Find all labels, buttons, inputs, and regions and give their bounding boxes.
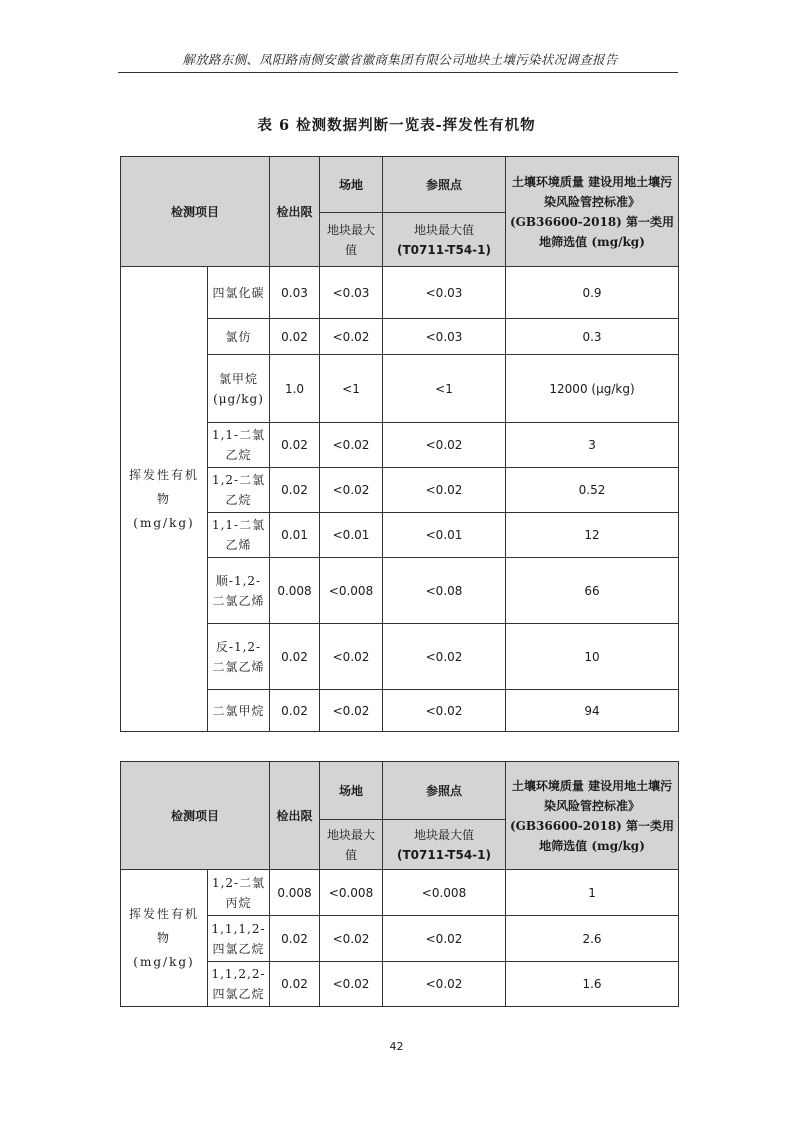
- table-row-limit: 0.02: [270, 690, 320, 732]
- table-row-ref: <0.02: [383, 624, 506, 690]
- table-row-limit: 0.03: [270, 267, 320, 319]
- vocs-table-2: [120, 761, 679, 1007]
- table-row-ref: <0.01: [383, 513, 506, 558]
- table-row-ref: <0.08: [383, 558, 506, 624]
- table-row-limit: 1.0: [270, 355, 320, 423]
- table-row-name: 氯仿: [208, 319, 270, 355]
- table-row-site: <0.02: [320, 690, 383, 732]
- table-row-site: <0.03: [320, 267, 383, 319]
- header-ref: 参照点: [383, 762, 506, 820]
- table-row-ref: <0.02: [383, 690, 506, 732]
- table-row-ref: <0.03: [383, 267, 506, 319]
- table-row-std: 2.6: [506, 916, 679, 962]
- header-item: 检测项目: [121, 157, 270, 267]
- table-row-std: 12: [506, 513, 679, 558]
- table-caption: 表 6 检测数据判断一览表-挥发性有机物: [257, 117, 536, 134]
- table-row-site: <0.01: [320, 513, 383, 558]
- header-standard: 土壤环境质量 建设用地土壤污染风险管控标准》(GB36600-2018) 第一类用地筛选值 (mg/kg): [506, 762, 679, 870]
- vocs-table-1: [120, 156, 679, 732]
- table-row-name: 1,2-二氯丙烷: [208, 870, 270, 916]
- table-row-ref: <0.02: [383, 916, 506, 962]
- table-row-name: 1,1-二氯乙烷: [208, 423, 270, 468]
- table-row-std: 94: [506, 690, 679, 732]
- table-row-site: <0.02: [320, 468, 383, 513]
- table-row-ref: <0.02: [383, 468, 506, 513]
- table-row-site: <0.008: [320, 870, 383, 916]
- table-row-limit: 0.02: [270, 624, 320, 690]
- table-row-site: <0.02: [320, 916, 383, 962]
- table-row-std: 66: [506, 558, 679, 624]
- header-standard: 土壤环境质量 建设用地土壤污染风险管控标准》(GB36600-2018) 第一类用地筛选值 (mg/kg): [506, 157, 679, 267]
- table-row-name: 二氯甲烷: [208, 690, 270, 732]
- header-ref-max-label: 地块最大值: [414, 222, 475, 237]
- table-row-name: 1,1,2,2-四氯乙烷: [208, 962, 270, 1007]
- table-row-std: 0.3: [506, 319, 679, 355]
- header-ref-max: [383, 213, 506, 267]
- table-row-site: <0.02: [320, 423, 383, 468]
- table-row-std: 12000 (μg/kg): [506, 355, 679, 423]
- header-ref-max-label: 地块最大值: [414, 827, 475, 842]
- table-row-site: <0.02: [320, 962, 383, 1007]
- table-row-name: 1,2-二氯乙烷: [208, 468, 270, 513]
- table-row-limit: 0.02: [270, 916, 320, 962]
- report-header: 解放路东侧、凤阳路南侧安徽省徽商集团有限公司地块土壤污染状况调查报告: [182, 52, 618, 67]
- table-row-limit: 0.008: [270, 558, 320, 624]
- table-row-site: <0.02: [320, 319, 383, 355]
- header-site: 场地: [320, 762, 383, 820]
- table-row-ref: <1: [383, 355, 506, 423]
- header-site: 场地: [320, 157, 383, 213]
- table-row-limit: 0.02: [270, 319, 320, 355]
- header-site-max: 地块最大值: [320, 213, 383, 267]
- table-row-site: <1: [320, 355, 383, 423]
- table-row-name: 1,1,1,2-四氯乙烷: [208, 916, 270, 962]
- table-row-limit: 0.02: [270, 423, 320, 468]
- table-row-ref: <0.02: [383, 423, 506, 468]
- table-row-std: 1.6: [506, 962, 679, 1007]
- table-row-std: 0.52: [506, 468, 679, 513]
- header-site-max: 地块最大值: [320, 820, 383, 870]
- table-row-std: 0.9: [506, 267, 679, 319]
- header-limit: 检出限: [270, 762, 320, 870]
- header-rule: [118, 72, 678, 73]
- table-row-limit: 0.01: [270, 513, 320, 558]
- page-number: 42: [389, 1040, 404, 1053]
- table-row-name: 1,1-二氯乙烯: [208, 513, 270, 558]
- table-row-site: <0.008: [320, 558, 383, 624]
- header-ref-max: [383, 820, 506, 870]
- header-ref: 参照点: [383, 157, 506, 213]
- table-row-ref: <0.02: [383, 962, 506, 1007]
- table-row-name: 顺-1,2-二氯乙烯: [208, 558, 270, 624]
- table-row-name: 氯甲烷 (μg/kg): [208, 355, 270, 423]
- table-row-limit: 0.02: [270, 468, 320, 513]
- table-row-limit: 0.02: [270, 962, 320, 1007]
- table-row-std: 1: [506, 870, 679, 916]
- table-row-limit: 0.008: [270, 870, 320, 916]
- table-row-std: 3: [506, 423, 679, 468]
- table-row-site: <0.02: [320, 624, 383, 690]
- header-ref-id: (T0711-T54-1): [397, 242, 491, 257]
- header-ref-id: (T0711-T54-1): [397, 847, 491, 862]
- table-row-name: 反-1,2-二氯乙烯: [208, 624, 270, 690]
- table-row-name: 四氯化碳: [208, 267, 270, 319]
- category-cell: 挥发性有机物 (mg/kg): [121, 267, 208, 732]
- table-row-ref: <0.008: [383, 870, 506, 916]
- table-row-ref: <0.03: [383, 319, 506, 355]
- table-row-std: 10: [506, 624, 679, 690]
- category-cell: 挥发性有机物 (mg/kg): [121, 870, 208, 1007]
- header-limit: 检出限: [270, 157, 320, 267]
- header-item: 检测项目: [121, 762, 270, 870]
